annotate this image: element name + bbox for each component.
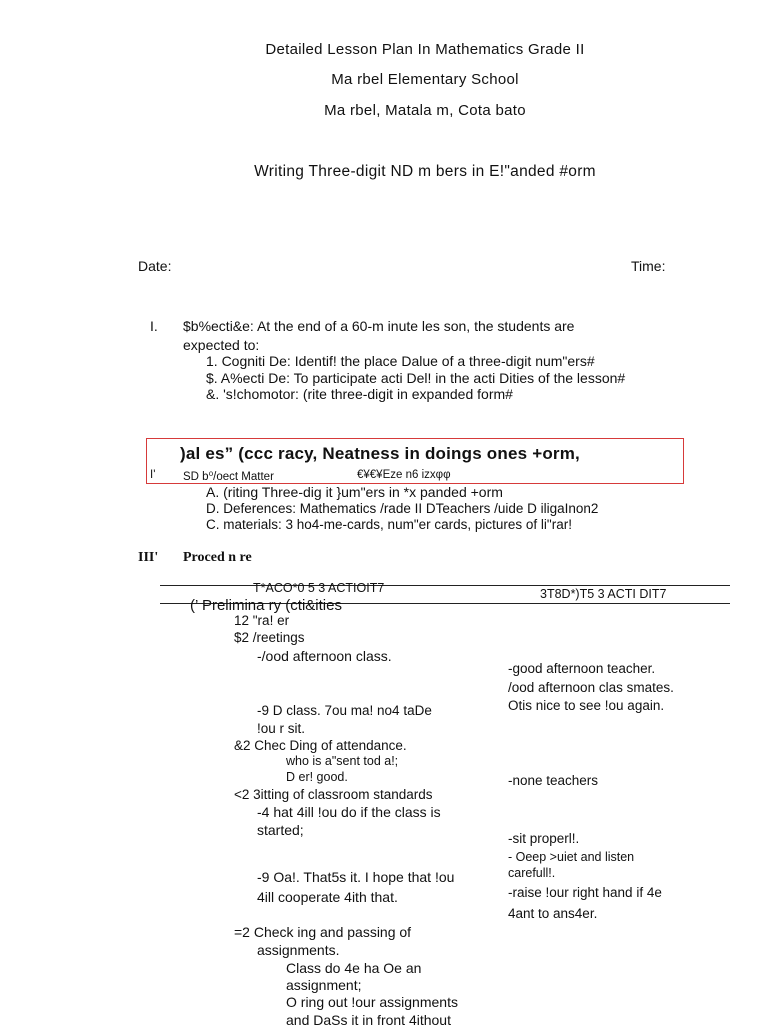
classroom-standards-step: <2 3itting of classroom standards <box>234 787 433 802</box>
values-statement: )al es” (ccc racy, Neatness in doings ones +orm, <box>180 444 580 463</box>
student-standard-3-line2: 4ant to ans4er. <box>508 906 598 921</box>
objectives-intro-line1: $b%ecti&e: At the end of a 60-m inute les son, the students are <box>183 318 575 334</box>
objectives-intro-line2: expected to: <box>183 337 260 353</box>
teacher-activity-header: T*ACO*0 5 3 ACTIOIT7 <box>253 581 385 595</box>
subject-matter-garbled-text: €¥€¥Eze n6 izxφφ <box>357 469 451 481</box>
objective-psychomotor: &. 's!chomotor: (rite three-digit in expanded form# <box>206 386 513 402</box>
teacher-sit-line2: !ou r sit. <box>257 721 306 736</box>
table-top-rule <box>160 585 730 586</box>
objectives-number: I. <box>150 318 158 334</box>
teacher-bring-assignments-line2: and DaSs it in front 4ithout <box>286 1012 451 1028</box>
objective-affective: $. A%ecti De: To participate acti Del! in the acti Dities of the lesson# <box>206 370 626 386</box>
procedure-label: Proced n re <box>183 550 252 565</box>
subject-matter-references: D. Deferences: Mathematics /rade II DTeachers /uide D iligaInon2 <box>206 501 599 516</box>
preliminary-activities-heading: (’ Prelimina ry (cti&ities <box>190 597 342 614</box>
student-standard-1: -sit properl!. <box>508 831 580 846</box>
time-label: Time: <box>631 258 666 274</box>
teacher-okay-line2: 4ill cooperate 4ith that. <box>257 889 398 905</box>
lesson-topic: Writing Three-digit ND m bers in E!"anded #orm <box>254 163 596 180</box>
subject-matter-label: SD b⁰/oect Matter <box>183 471 274 483</box>
student-standard-2-line1: - Oeep >uiet and listen <box>508 850 635 864</box>
student-greeting-line3: Otis nice to see !ou again. <box>508 698 665 713</box>
subject-matter-number: I' <box>150 469 156 481</box>
prayer-step: 12 "ra! er <box>234 613 290 628</box>
subject-matter-topic: A. (riting Three-dig it }um"ers in *x panded +orm <box>206 484 503 500</box>
teacher-very-good: D er! good. <box>286 770 348 784</box>
school-name: Ma rbel Elementary School <box>331 71 519 88</box>
document-title: Detailed Lesson Plan In Mathematics Grade II <box>265 41 585 58</box>
attendance-step: &2 Chec Ding of attendance. <box>234 738 407 753</box>
teacher-standards-question-line1: -4 hat 4ill !ou do if the class is <box>257 804 441 820</box>
school-address: Ma rbel, Matala m, Cota bato <box>324 102 526 119</box>
teacher-absent-question: who is a"sent tod a!; <box>286 754 399 768</box>
student-absent-answer: -none teachers <box>508 773 599 788</box>
teacher-sit-line1: -9 D class. 7ou ma! no4 taDe <box>257 703 432 718</box>
student-activity-header: 3T8D*)T5 3 ACTI DIT7 <box>540 587 667 601</box>
teacher-bring-assignments-line1: O ring out !our assignments <box>286 994 458 1010</box>
teacher-assignment-question-line1: Class do 4e ha Oe an <box>286 960 422 976</box>
teacher-greeting: -/ood afternoon class. <box>257 648 392 664</box>
objective-cognitive: 1. Cogniti De: Identif! the place Dalue of a three-digit num"ers# <box>206 353 595 369</box>
checking-assignments-step-line1: =2 Check ing and passing of <box>234 924 412 940</box>
teacher-okay-line1: -9 Oa!. That5s it. I hope that !ou <box>257 869 455 885</box>
teacher-standards-question-line2: started; <box>257 822 304 838</box>
subject-matter-materials: C. materials: 3 ho4-me-cards, num"er cards, pictures of li"rar! <box>206 517 572 532</box>
checking-assignments-step-line2: assignments. <box>257 942 340 958</box>
student-standard-3-line1: -raise !our right hand if 4e <box>508 885 662 900</box>
teacher-assignment-question-line2: assignment; <box>286 977 362 993</box>
student-standard-2-line2: carefull!. <box>508 866 556 880</box>
student-greeting-line2: /ood afternoon clas smates. <box>508 680 674 695</box>
student-greeting-line1: -good afternoon teacher. <box>508 661 656 676</box>
greetings-step: $2 /reetings <box>234 630 305 645</box>
procedure-number: III' <box>138 550 159 565</box>
date-label: Date: <box>138 258 172 274</box>
